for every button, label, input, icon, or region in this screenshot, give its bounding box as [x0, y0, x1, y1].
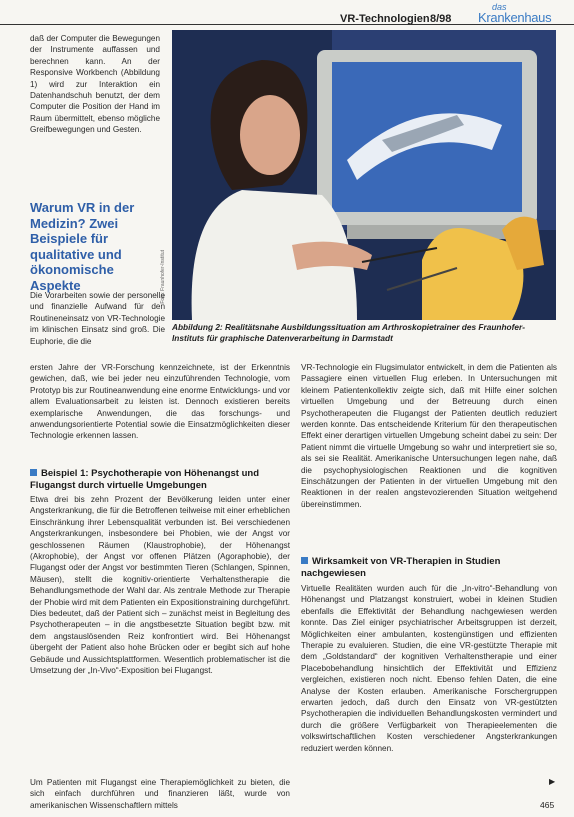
- body-paragraph-left-b: ersten Jahre der VR-Forschung kennzeichnete, ist der Erkenntnis gewichen, daß, wie bei jeder neu einzuführenden Technologie, vom Prototyp bis zur Routineanwendung eine enorme Entwicklungs- und vor allem Evaluationsarbeit zu leisten ist. Dennoch existieren bereits exemplarische Anwendungen, die das forschungs- und anwendungsorientierte Potential sowie die Einsatzmöglichkeiten dieser Technologie erkennen lassen.: [30, 363, 290, 441]
- square-bullet-icon: [301, 557, 308, 564]
- subhead-efficacy-text: Wirksamkeit von VR-Therapien in Studien nachgewiesen: [301, 556, 501, 579]
- page-number: 465: [540, 800, 555, 810]
- body-paragraph-right-b: Virtuelle Realitäten wurden auch für die „In-vitro“-Behandlung von Höhenangst und Platzangst konstruiert, wobei in kleinen Studien ebenfalls die Effektivität der Behandlung nachgewiesen werden konnte. Das Ziel einiger psychiatrischer Arbeitsgruppen ist derzeit, Möglichkeiten einer ambulanten, kostengünstigen und effizienten Therapie zu evaluieren. Studien, die eine VR-gestützte Therapie mit dem „Goldstandard“ der kognitiven Verhaltenstherapie und einer Placebobehandlung hinsichtlich der Effektivität und Effizienz vergleichen, existieren noch nicht. Ebenso fehlen Daten, die eine Analyse der Kosten erlauben. Amerikanische Forschergruppen erwarten jedoch, daß durch den Einsatz von VR-gestützten Psychotherapien die individuellen Behandlungskosten vermindert und durch die größere Verfügbarkeit von Therapieelementen die volkswirtschaftlichen Kosten verschiedener Angsterkrankungen reduziert werden können.: [301, 584, 557, 753]
- subhead-example-1: [30, 468, 292, 492]
- section-headline: Warum VR in der Medizin? Zwei Beispiele für qualitative und ökonomische Aspekte: [30, 200, 135, 293]
- running-section-title: VR-Technologien: [340, 13, 430, 25]
- photo-credit: Foto: Fraunhofer-Institut: [160, 250, 166, 304]
- subhead-efficacy: [301, 556, 557, 580]
- journal-logo: [478, 2, 570, 24]
- photo-illustration: [172, 30, 556, 320]
- figure-caption: Abbildung 2: Realitätsnahe Ausbildungssituation am Arthroskopietrainer des Fraunhofer-Instituts für graphische Datenverarbeitung in Darmstadt: [172, 322, 525, 343]
- body-paragraph-right-a: VR-Technologie ein Flugsimulator entwickelt, in dem die Patienten als Passagiere einen virtuellen Flug erleben. In Untersuchungen mit kleinem Patientenkollektiv zeigte sich, daß mit Hilfe einer solchen virtuellen Umgebung und der Betreuung durch einen Psychotherapeuten die Flugangst der Patienten deutlich reduziert werden konnte. Das entscheidende Kriterium für den therapeutischen Effekt einer derartigen virtuellen Umgebung scheint dabei zu sein: Der Patient nimmt die virtuelle Umgebung so wahr und interpretiert sie so, als sei sie Realität. Amerikanische Untersuchungen legen nahe, daß die psychophysiologischen Reaktionen und die kognitiven Einschätzungen der Patienten in der virtuellen Umgebung mit den Reaktionen in der realen angstevozierenden Situation weitgehend übereinstimmen.: [301, 363, 557, 509]
- issue-number: 8/98: [430, 13, 452, 25]
- arthroscopy-trainer-photo: [172, 30, 556, 320]
- body-paragraph-left-a: Die Vorarbeiten sowie der personelle und finanzielle Aufwand für den Routineneinsatz von VR-Technologie im klinischen Einsatz sind groß. Die Euphorie, die die: [30, 291, 165, 346]
- body-paragraph-left-d: Um Patienten mit Flugangst eine Therapiemöglichkeit zu bieten, die sich einfach durchführen und finanzieren läßt, wurde von amerikanischen Wissenschaftlern mittels: [30, 778, 290, 810]
- intro-paragraph: daß der Computer die Bewegungen der Instrumente auffassen und berechnen kann. An der Responsive Workbench (Abbildung 1) wird zur Interaktion ein Datenhandschuh benutzt, der dem Computer die Position der Hand im Raum übermittelt, ebenso mögliche Greifbewegungen und Gesten.: [30, 34, 160, 135]
- header-rule: [0, 24, 574, 25]
- logo-prefix: das: [492, 2, 507, 12]
- body-paragraph-left-c: Etwa drei bis zehn Prozent der Bevölkerung leiden unter einer Angsterkrankung, die für die Betroffenen teilweise mit einer erheblichen Einschränkung ihrer Lebensqualität verbunden ist. Bei verschiedenen Angsterkrankungen, insbesondere bei Phobien, wie der Angst vor geschlossenen Räumen (Klaustrophobie), der Höhenangst (Akrophobie), der Angst vor offenen Plätzen (Agoraphobie), der Flugangst oder der Angst vor bestimmten Tieren (Schlangen, Spinnen, Mäusen), stellt die kognitiv-orientierte Verhaltenstherapie die Behandlungsmethode der Wahl dar. Als zentrale Methode zur Therapie der Phobie wird mit dem Patienten ein Expositionstraining durchgeführt. Dies bedeutet, daß der Patient sich – zunächst meist in Begleitung des Psychotherapeuten – in die angstbesetzte Situation begibt bzw. mit dem angstauslösenden Reiz konfrontiert wird. Bei Höhenangst übergeht der Patient also hohe Brücken oder er begibt sich auf hohe Gebäude und Aussichtsplattformen. Wesentlich problematischer ist die Umsetzung der „In-Vivo“-Exposition bei Flugangst.: [30, 495, 290, 676]
- square-bullet-icon: [30, 469, 37, 476]
- continue-arrow-icon: ▶: [549, 777, 556, 786]
- logo-wordmark: Krankenhaus: [478, 10, 552, 25]
- subhead-example-1-text: Beispiel 1: Psychotherapie von Höhenangst und Flugangst durch virtuelle Umgebungen: [30, 468, 260, 491]
